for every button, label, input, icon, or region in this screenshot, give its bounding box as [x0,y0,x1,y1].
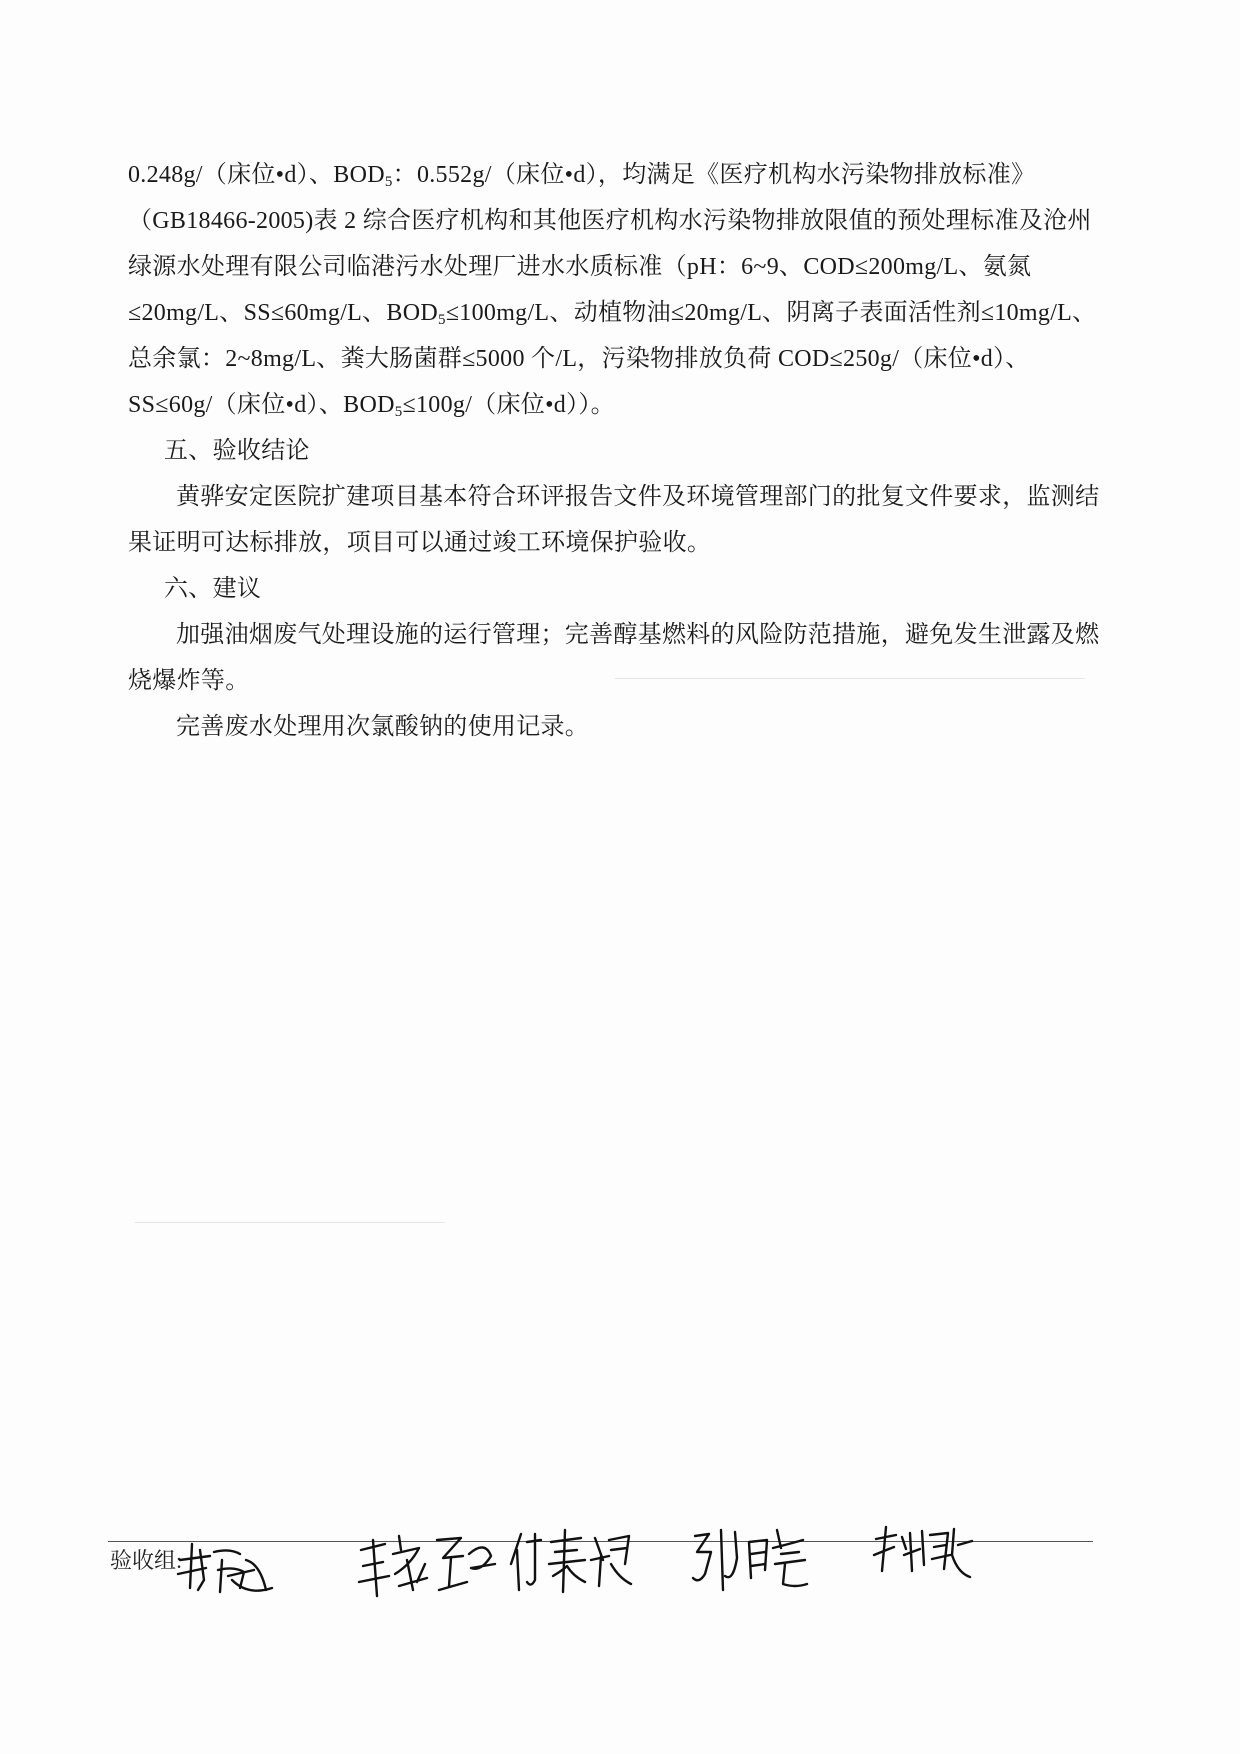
acceptance-group-label: 验收组: [110,1548,183,1573]
signature-5 [868,1515,978,1585]
signature-4 [685,1518,815,1598]
section-heading-suggestions: 六、建议 [164,576,262,602]
suggestion-paragraph: 完善废水处理用次氯酸钠的使用记录。 [176,714,590,740]
suggestion-paragraph: 加强油烟废气处理设施的运行管理；完善醇基燃料的风险防范措施，避免发生泄露及燃烧爆炸等。 [128,622,1100,694]
signature-1 [170,1530,280,1600]
signature-2 [355,1520,500,1610]
standards-paragraph: 0.248g/（床位•d）、$BOD_5$：0.552g/（床位•d），均满足《医疗机构水污染物排放标准》（GB18466-2005)表 2 综合医疗机构和其他医疗机构水污染物排放限值的预处理标准及沧州绿源水处理有限公司临港污水处理厂进水水质标准（pH：6~9、COD≤200mg/L、氨氮≤20mg/L、SS≤60mg/L、$BOD_5\le 100mg/L$、动植物油≤20mg/L、阴离子表面活性剂≤10mg/L、总余氯：2~8mg/L、粪大肠菌群≤5000 个/L，污染物排放负荷 COD≤250g/（床位•d）、SS≤60g/（床位•d）、$BOD_5\le 100g/$（床位•d））。 [128,162,1097,420]
scan-artifact-line [135,1222,445,1223]
section-heading-conclusion: 五、验收结论 [164,438,310,464]
conclusion-paragraph: 黄骅安定医院扩建项目基本符合环评报告文件及环境管理部门的批复文件要求，监测结果证明可达标排放，项目可以通过竣工环境保护验收。 [128,484,1100,556]
document-body [128,152,1108,750]
signature-3 [505,1520,635,1600]
